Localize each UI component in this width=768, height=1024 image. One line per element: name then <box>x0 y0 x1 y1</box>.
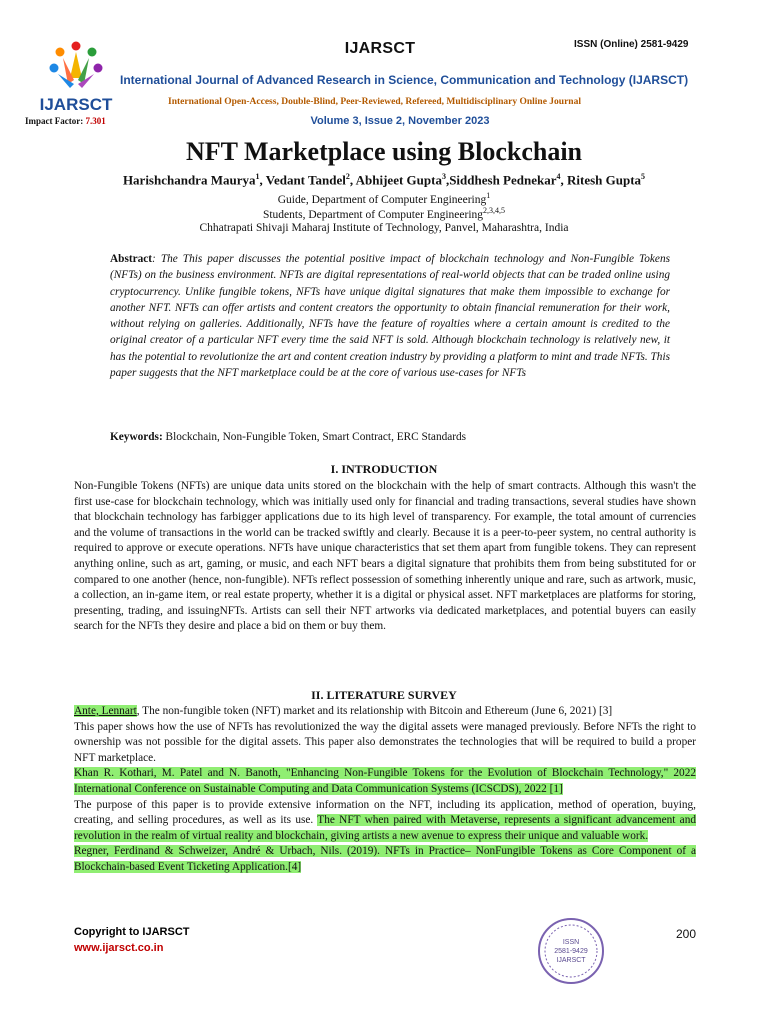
author-affiliation-number: 5 <box>641 172 646 181</box>
logo-text: IJARSCT <box>39 95 113 114</box>
introduction-paragraph: Non-Fungible Tokens (NFTs) are unique data units stored on the blockchain with the help of smart contracts. Although this wasn't the first use-case for blockchain technology, which was initially used only for financial and trading transactions, several studies have shown that blockchain technology has farbigger applications due to its high level of transparency. For example, the total amount of currencies and the volume of transactions in the world can be tracked swiftly and clearly. Because it is a peer-to-peer system, no central authority is required to approve or execute operations. NFTs have unique characteristics that set them apart from fungible tokens. They can represent anything online, such as art, gaming, or music, and each NFT bears a digital signature that prohibits them from being substituted for or compared to one another (hence, non-fungible). NFTs reflect possession of something inherently unique and rare, such as artwork, music, a collection, an in-game item, or real estate property, whether it is a digital or physical asset. NFT marketplaces are platforms for storing, presenting, trading, and issuingNFTs. Artists can sell their NFT artworks via dedicated marketplaces, and potential buyers can easily search for the NFTs they desire and place a bid on them or buy them. <box>74 480 696 633</box>
affiliation-text: Students, Department of Computer Engineering <box>262 208 484 221</box>
impact-label: Impact Factor: <box>25 116 84 126</box>
logo-people-icon <box>50 42 103 89</box>
keywords-text: Blockchain, Non-Fungible Token, Smart Contract, ERC Standards <box>162 431 467 443</box>
author-affiliation-number: 1 <box>255 172 260 181</box>
highlighted-description: The NFT when paired with Metaverse, represents a significant advancement and revolution in the realm of virtual reality and blockchain, giving artists a new avenue to express their unique and valuable work. <box>74 814 696 842</box>
reference-citation: , The non-fungible token (NFT) market and its relationship with Bitcoin and Ethereum (June 6, 2021) [3] <box>136 705 613 717</box>
issn-seal-icon <box>537 917 605 985</box>
affiliation-text: Guide, Department of Computer Engineering <box>277 193 487 206</box>
affiliation-students <box>0 206 768 221</box>
author-name: Abhijeet Gupta <box>355 172 442 188</box>
seal-text: ISSN <box>562 939 580 946</box>
journal-name: International Journal of Advanced Research in Science, Communication and Technology (IJARSCT) <box>120 73 689 87</box>
keywords <box>110 431 670 443</box>
issn-label: ISSN (Online) 2581-9429 <box>574 39 689 50</box>
journal-subtitle: International Open-Access, Double-Blind, Peer-Reviewed, Refereed, Multidisciplinary Online Journal <box>168 97 581 107</box>
author-affiliation-number: 3 <box>441 172 446 181</box>
author-separator: , <box>445 172 450 188</box>
paper-title: NFT Marketplace using Blockchain <box>185 137 583 166</box>
volume-issue: Volume 3, Issue 2, November 2023 <box>310 115 490 127</box>
affiliation-number: 2,3,4,5 <box>483 206 506 215</box>
highlighted-author: Ante, Lennart <box>74 705 137 717</box>
highlighted-reference: Regner, Ferdinand & Schweizer, André & Urbach, Nils. (2019). NFTs in Practice– NonFungible Tokens as Core Component of a Blockchain-based Event Ticketing Application.[4] <box>74 845 696 873</box>
author-name: Ritesh Gupta <box>567 172 642 188</box>
author-separator: , <box>560 172 567 188</box>
abstract-text: : The This paper discusses the potential positive impact of blockchain technology and Non-Fungible Tokens (NFTs) on the business environment. NFTs are digital representations of real-world objects that can be traded online using cryptocurrency. Unlike fungible tokens, NFTs have unique digital signatures that make them impossible to exchange for another NFT. NFTs can offer artists and content creators the opportunity to obtain financial remuneration for their work, without relying on galleries. Additionally, NFTs have the feature of royalties where a certain amount is credited to the original creator of a particular NFT every time the said NFT is sold. Although blockchain technology is relatively new, it has the potential to revolutionize the art and content creation industry by providing a platform to mint and trade NFTs. This paper suggests that the NFT marketplace could be at the core of various use-cases for NFTs <box>110 253 670 380</box>
affiliation-guide <box>0 191 768 206</box>
literature-survey <box>74 704 696 876</box>
affiliation-number: 1 <box>486 191 491 200</box>
highlighted-reference: Khan R. Kothari, M. Patel and N. Banoth, "Enhancing Non-Fungible Tokens for the Evolution of Blockchain Technology," 2022 International Conference on Sustainable Computing and Data Communication Systems (ICSCDS), 2022 [1] <box>74 767 696 795</box>
author-name: Harishchandra Maurya <box>122 172 256 188</box>
reference-description: This paper shows how the use of NFTs has revolutionized the way the digital assets were managed previously. Before NFTs the right to ownership was not possible for the digital assets. This paper also demonstrates the technologies that will be required to build a proper NFT marketplace. <box>74 720 696 764</box>
author-affiliation-number: 4 <box>556 172 561 181</box>
impact-factor <box>25 116 106 126</box>
institute-name: Chhatrapati Shivaji Maharaj Institute of Technology, Panvel, Maharashtra, India <box>199 222 569 234</box>
footer-copyright: Copyright to IJARSCT <box>74 926 190 938</box>
description-text: The purpose of this paper is to provide extensive information on the NFT, including its application, method of operation, buying, creating, and selling procedures, as well as its use. <box>74 798 696 827</box>
reference-entry <box>74 766 696 797</box>
seal-text: 2581-9429 <box>554 948 588 955</box>
page-number: 200 <box>676 927 697 941</box>
keywords-label: Keywords: <box>110 431 163 443</box>
author-separator: , <box>259 172 266 188</box>
author-list <box>0 172 768 188</box>
journal-logo <box>30 38 122 118</box>
reference-description <box>74 798 696 845</box>
reference-entry <box>74 844 696 875</box>
section-heading-literature-survey: II. LITERATURE SURVEY <box>311 688 457 702</box>
reference-entry <box>74 704 696 720</box>
author-name: Siddhesh Pednekar <box>449 172 557 188</box>
impact-value: 7.301 <box>85 116 106 126</box>
author-affiliation-number: 2 <box>345 172 350 181</box>
section-heading-introduction: I. INTRODUCTION <box>330 462 438 476</box>
seal-text: IJARSCT <box>556 957 586 964</box>
brand-title: IJARSCT <box>344 40 416 57</box>
author-name: Vedant Tandel <box>265 172 346 188</box>
abstract <box>110 251 670 381</box>
author-separator: , <box>349 172 356 188</box>
footer-website-link[interactable]: www.ijarsct.co.in <box>74 942 164 954</box>
abstract-label: Abstract <box>110 253 153 265</box>
